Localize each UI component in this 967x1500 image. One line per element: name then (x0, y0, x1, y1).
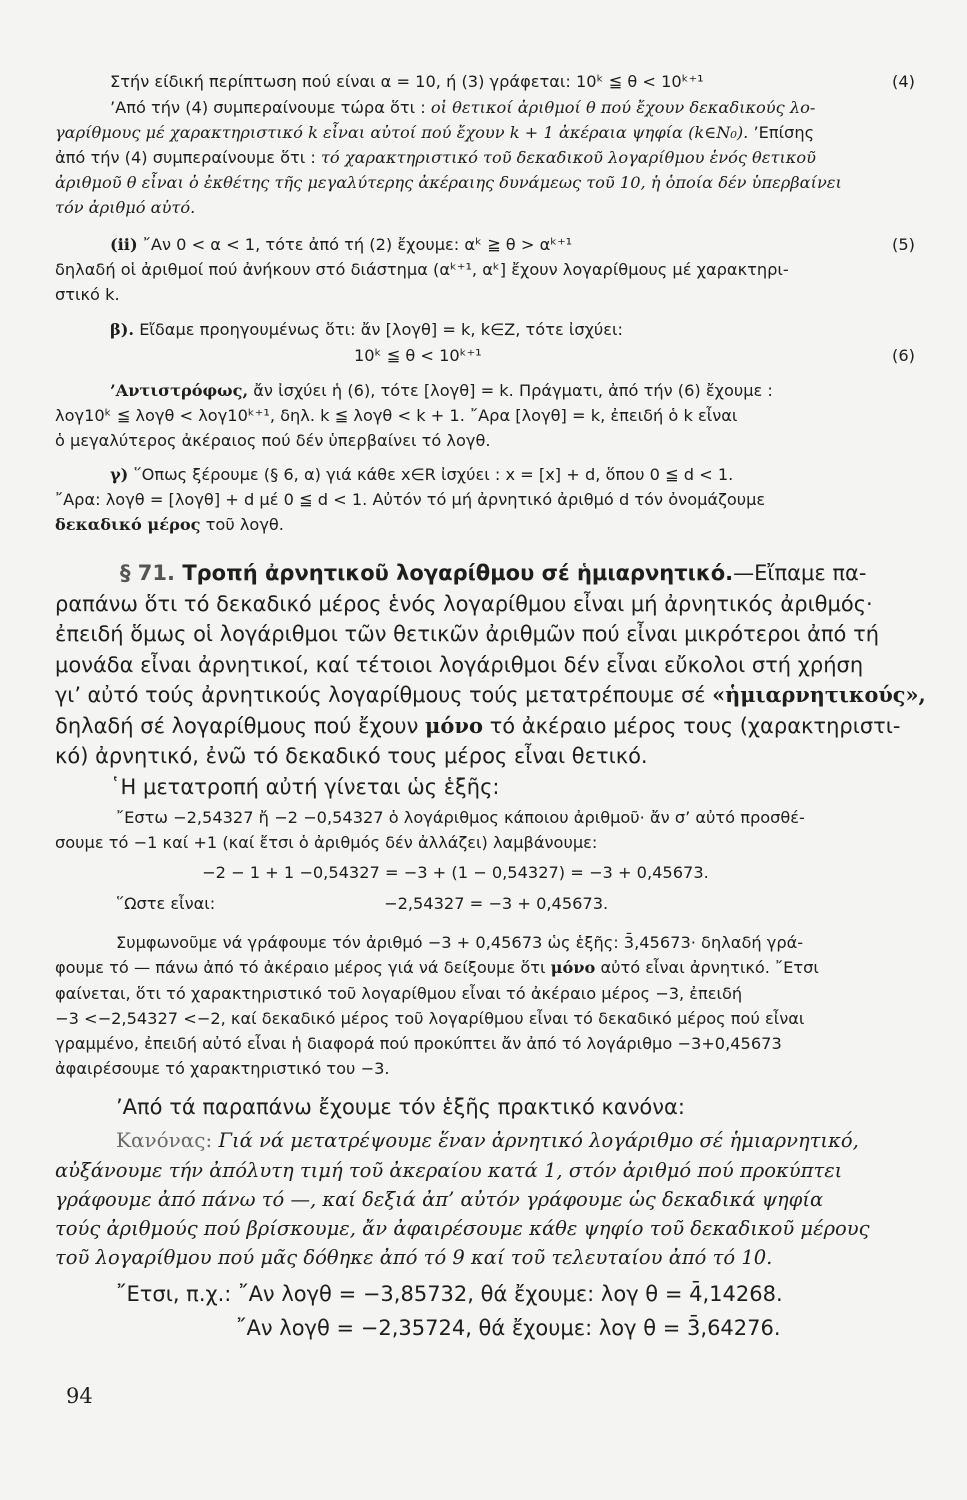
text-line: Στήν είδική περίπτωση πού είναι α = 10, ή (3) γράφεται: 10ᵏ ≦ θ < 10ᵏ⁺¹ (110, 72, 704, 91)
text-line: ῎Αν λογθ = −2,35724, θά ἔχουμε: λογ θ = 3̄,64276. (236, 1316, 781, 1340)
bold-term: ’Αντιστρόφως, (110, 381, 249, 400)
text-line (116, 1127, 859, 1155)
text-run: τοῦ λογθ. (200, 515, 284, 534)
text-run: ἀπό τήν (4) συμπεραίνουμε ὅτι : (55, 148, 321, 167)
equation-number: (6) (892, 346, 915, 365)
formula: 10ᵏ ≦ θ < 10ᵏ⁺¹ (354, 346, 482, 365)
bold-term: «ἡμιαρνητικούς», (712, 682, 926, 707)
text-line: τοῦ λογαρίθμου πού μᾶς δόθηκε ἀπό τό 9 καί τοῦ τελευταίου ἀπό τό 10. (55, 1246, 773, 1269)
text-run: —Εἴπαμε πα- (733, 561, 867, 585)
text-line: ραπάνω ὅτι τό δεκαδικό μέρος ἑνός λογαρίθμου εἶναι μή ἀρνητικός ἀριθμός· (55, 592, 873, 616)
text-line (110, 319, 623, 341)
text-line: τόν ἀριθμό αὐτό. (55, 198, 196, 217)
text-line: λογ10ᵏ ≦ λογθ < λογ10ᵏ⁺¹, δηλ. k ≦ λογθ < k + 1. ῎Αρα [λογθ] = k, ἐπειδή ὁ k εἶναι (55, 406, 738, 425)
text-line (116, 1280, 783, 1308)
text-run: ῎Ετσι, π.χ.: (116, 1282, 232, 1306)
text-line: ἐπειδή ὅμως οἱ λογάριθμοι τῶν θετικῶν ἀριθμῶν πού εἶναι μικρότεροι ἀπό τή (55, 622, 880, 646)
text-run: ἄν ἰσχύει ἡ (6), τότε [λογθ] = k. Πράγματι, ἀπό τήν (6) ἔχουμε : (248, 381, 773, 400)
formula: −2 − 1 + 1 −0,54327 = −3 + (1 − 0,54327) = −3 + 0,45673. (202, 863, 709, 882)
text-line: γραμμένο, ἐπειδή αὐτό εἶναι ἡ διαφορά πού προκύπτει ἄν ἀπό τό λογάριθμο −3+0,45673 (55, 1034, 782, 1053)
text-run: τό ἀκέραιο μέρος τους (χαρακτηριστι- (482, 714, 901, 738)
formula: −2,54327 = −3 + 0,45673. (384, 894, 609, 913)
text-line: κό) ἀρνητικό, ἐνῶ τό δεκαδικό τους μέρος εἶναι θετικό. (55, 744, 648, 768)
item-label: β). (110, 320, 135, 339)
text-run: ’Από τήν (4) συμπεραίνουμε τώρα ὅτι : (110, 98, 431, 117)
text-run: ’Επίσης (748, 123, 815, 142)
text-line (55, 122, 814, 144)
text-line (55, 681, 926, 709)
text-line: τούς ἀριθμούς πού βρίσκουμε, ἄν ἀφαιρέσουμε κάθε ψηφίο τοῦ δεκαδικοῦ μέρους (55, 1217, 870, 1240)
text-run: Εἴδαμε προηγουμένως ὅτι: ἄν [λογθ] = k, k∈Z, τότε ἰσχύει: (134, 320, 623, 339)
text-line: ἀριθμοῦ θ εἶναι ὁ ἐκθέτης τῆς μεγαλύτερης ἀκέραιης δυνάμεως τοῦ 10, ἡ ὁποία δέν ὑπερβαίνει (55, 173, 842, 192)
text-line: ἀφαιρέσουμε τό χαρακτηριστικό του −3. (55, 1059, 390, 1078)
italic-statement: τό χαρακτηριστικό τοῦ δεκαδικοῦ λογαρίθμου ἑνός θετικοῦ (320, 148, 816, 167)
text-line (55, 712, 900, 740)
italic-statement: οἱ θετικοί ἀριθμοί θ πού ἔχουν δεκαδικούς λο- (430, 98, 816, 117)
text-line: μονάδα εἶναι ἀρνητικοί, καί τέτοιοι λογάριθμοι δέν εἶναι εὔκολοι στή χρήση (55, 653, 864, 677)
section-number: § 71. (120, 561, 176, 585)
text-line (110, 464, 733, 486)
text-line: δηλαδή οἱ ἀριθμοί πού ἀνήκουν στό διάστημα (αᵏ⁺¹, αᵏ] ἔχουν λογαρίθμους μέ χαρακτηρι- (55, 260, 789, 279)
text-line (55, 957, 819, 979)
text-line: −3 <−2,54327 <−2, καί δεκαδικό μέρος τοῦ λογαρίθμου εἶναι τό δεκαδικό μέρος πού εἶναι (55, 1009, 805, 1028)
text-line: ῾Η μετατροπή αὐτή γίνεται ὡς ἑξῆς: (110, 775, 500, 799)
text-line (110, 97, 815, 119)
text-line: ’Από τά παραπάνω ἔχουμε τόν ἑξῆς πρακτικό κανόνα: (116, 1095, 685, 1119)
section-heading-line (120, 559, 866, 587)
text-line (55, 514, 284, 536)
text-line: στικό k. (55, 285, 120, 304)
text-run: δηλαδή σέ λογαρίθμους πού ἔχουν (55, 714, 425, 738)
text-run: ῞Οπως ξέρουμε (§ 6, α) γιά κάθε x∈R ἰσχύει : x = [x] + d, ὅπου 0 ≦ d < 1. (128, 465, 734, 484)
text-line (55, 147, 816, 169)
text-line: γράφουμε ἀπό πάνω τό —, καί δεξιά ἀπ’ αὐτόν γράφουμε ὡς δεκαδικά ψηφία (55, 1188, 824, 1211)
text-line: ῎Εστω −2,54327 ἤ −2 −0,54327 ὁ λογάριθμος κάποιου ἀριθμοῦ· ἄν σ’ αὐτό προσθέ- (116, 808, 805, 827)
equation-number: (4) (892, 72, 915, 91)
item-label: γ) (110, 465, 129, 484)
equation-number: (5) (892, 235, 915, 254)
text-line: ὁ μεγαλύτερος ἀκέραιος πού δέν ὑπερβαίνει τό λογθ. (55, 431, 491, 450)
italic-statement: γαρίθμους μέ χαρακτηριστικό k εἶναι αὐτοί πού ἔχουν k + 1 ἀκέραια ψηφία (k∈N₀). (55, 123, 749, 142)
text-line (110, 380, 773, 402)
text-run: ῎Αν 0 < α < 1, τότε ἀπό τή (2) ἔχουμε: αᵏ ≧ θ > αᵏ⁺¹ (137, 235, 573, 254)
text-line: φαίνεται, ὅτι τό χαρακτηριστικό τοῦ λογαρίθμου εἶναι τό ἀκέραιο μέρος −3, ἐπειδή (55, 984, 743, 1003)
text-run: γι’ αὐτό τούς ἀρνητικούς λογαρίθμους τούς μετατρέπουμε σέ (55, 683, 713, 707)
text-line: ῎Αρα: λογθ = [λογθ] + d μέ 0 ≦ d < 1. Αὐτόν τό μή ἀρνητικό ἀριθμό d τόν ὀνομάζουμε (55, 490, 766, 509)
text-line: αὐξάνουμε τήν ἀπόλυτη τιμή τοῦ ἀκεραίου κατά 1, στόν ἀριθμό πού προκύπτει (55, 1159, 843, 1182)
text-line: ῞Ωστε εἶναι: (116, 894, 216, 913)
text-run: φουμε τό — πάνω ἀπό τό ἀκέραιο μέρος γιά νά δείξουμε ὅτι (55, 958, 551, 977)
text-run: αὐτό εἶναι ἀρνητικό. ῎Ετσι (595, 958, 819, 977)
text-run: ῎Αν λογθ = −3,85732, θά ἔχουμε: λογ θ = 4̄,14268. (231, 1282, 783, 1306)
bold-term: μόνο (425, 713, 483, 738)
text-line: Συμφωνοῦμε νά γράφουμε τόν ἀριθμό −3 + 0,45673 ὡς ἑξῆς: 3̄,45673· δηλαδή γρά- (116, 933, 804, 952)
section-title: Τροπή ἀρνητικοῦ λογαρίθμου σέ ἡμιαρνητικό. (175, 561, 734, 585)
text-line: σουμε τό −1 καί +1 (καί ἔτσι ὁ ἀριθμός δέν ἀλλάζει) λαμβάνουμε: (55, 833, 598, 852)
bold-term: μόνο (550, 958, 596, 977)
italic-statement: Γιά νά μετατρέψουμε ἕναν ἀρνητικό λογάριθμο σέ ἡμιαρνητικό, (212, 1129, 859, 1152)
bold-term: δεκαδικό μέρος (55, 515, 201, 534)
page-number: 94 (66, 1384, 93, 1408)
item-label: (ii) (110, 235, 138, 254)
rule-label: Κανόνας: (116, 1128, 213, 1152)
text-line (110, 234, 572, 256)
